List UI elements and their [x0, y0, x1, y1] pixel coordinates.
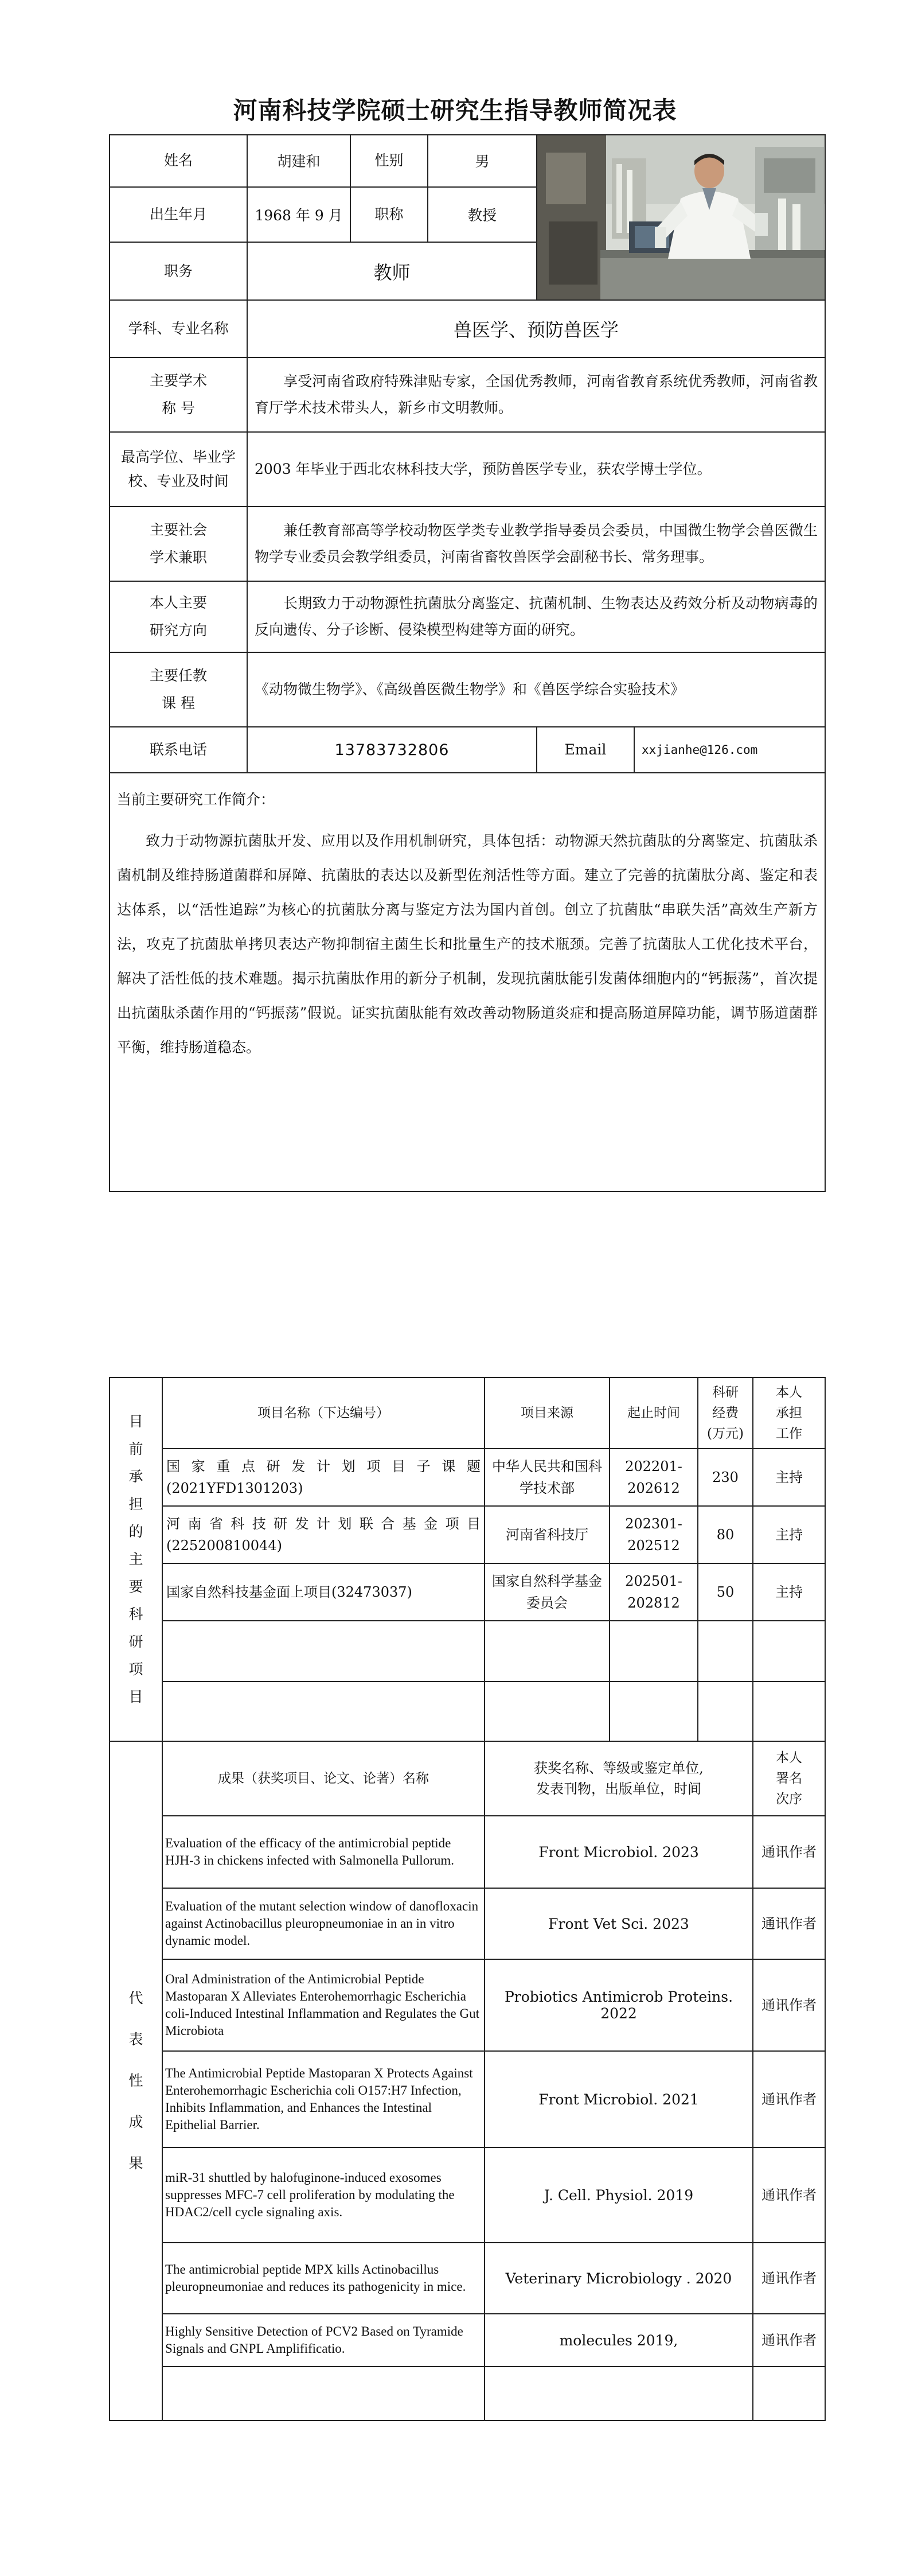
courses-label-line1: 主要任教 [149, 667, 207, 684]
project-end: 202812 [627, 1595, 680, 1611]
title-value: 教授 [428, 187, 537, 243]
honors-label [110, 357, 247, 432]
research-summary [110, 773, 825, 1192]
social-value: 兼任教育部高等学校动物医学类专业教学指导委员会委员，中国微生物学会兽医微生物学专业委员会教学组委员，河南省畜牧兽医学会副秘书长、常务理事。 [247, 507, 825, 581]
achievements-label-char: 果 [128, 2155, 143, 2172]
achievement-title: The antimicrobial peptide MPX kills Actinobacillus pleuropneumoniae and reduces its pathogenicity in mice. [162, 2243, 485, 2314]
title-label: 职称 [350, 187, 428, 243]
birth-label: 出生年月 [110, 187, 247, 243]
achievement-row [110, 2051, 825, 2147]
achievements-label-char: 成 [128, 2114, 143, 2130]
project-role-header [753, 1378, 825, 1449]
project-period [610, 1449, 698, 1506]
projects-label-char: 科 [128, 1606, 143, 1622]
achievement-row [110, 2147, 825, 2243]
project-row [110, 1506, 825, 1563]
achievement-rank: 通讯作者 [753, 1959, 825, 2051]
discipline-label: 学科、专业名称 [110, 300, 247, 357]
summary-heading: 当前主要研究工作简介： [117, 791, 275, 808]
gender-label: 性别 [350, 135, 428, 187]
social-label [110, 507, 247, 581]
funding-header-line1: 科研 [712, 1385, 739, 1400]
achievement-rank: 通讯作者 [753, 2147, 825, 2243]
projects-label-char: 研 [128, 1633, 143, 1650]
rank-header-line3: 次序 [776, 1792, 802, 1807]
research-label-line2: 研究方向 [149, 622, 207, 639]
role-header-line1: 本人 [776, 1385, 802, 1400]
project-period [610, 1563, 698, 1621]
duty-value: 教师 [247, 242, 537, 300]
lab-photo-image [537, 135, 825, 299]
project-source-header: 项目来源 [485, 1378, 610, 1449]
project-funding: 230 [698, 1449, 753, 1506]
project-start: 202201- [625, 1458, 682, 1474]
achievement-row [110, 2243, 825, 2314]
summary-body: 致力于动物源抗菌肽开发、应用以及作用机制研究，具体包括：动物源天然抗菌肽的分离鉴定、抗菌肽杀菌机制及维持肠道菌群和屏障、抗菌肽的表达以及新型佐剂活性等方面。建立了完善的抗菌肽分离、鉴定和表达体系，以“活性追踪”为核心的抗菌肽分离与鉴定方法为国内首创。创立了抗菌肽“串联失活”高效生产新方法，攻克了抗菌肽单拷贝表达产物抑制宿主菌生长和批量生产的技术瓶颈。完善了抗菌肽人工优化技术平台，解决了活性低的技术难题。揭示抗菌肽作用的新分子机制，发现抗菌肽能引发菌体细胞内的“钙振荡”，首次提出抗菌肽杀菌作用的“钙振荡”假说。证实抗菌肽能有效改善动物肠道炎症和提高肠道屏障功能，调节肠道菌群平衡，维持肠道稳态。 [117, 832, 818, 1056]
achievement-venue-header [485, 1741, 753, 1816]
project-role: 主持 [753, 1449, 825, 1506]
projects-label-char: 承 [128, 1468, 143, 1485]
venue-header-line1: 获奖名称、等级或鉴定单位, [534, 1760, 704, 1776]
project-role: 主持 [753, 1506, 825, 1563]
achievement-venue: Veterinary Microbiology . 2020 [485, 2243, 753, 2314]
project-period-header: 起止时间 [610, 1378, 698, 1449]
achievement-title: Highly Sensitive Detection of PCV2 Based on Tyramide Signals and GNPL Amplifificatio. [162, 2314, 485, 2367]
research-label [110, 581, 247, 652]
degree-label: 最高学位、毕业学校、专业及时间 [110, 432, 247, 507]
project-source: 河南省科技厅 [485, 1506, 610, 1563]
project-name: 国家重点研发计划项目子课题(2021YFD1301203) [162, 1449, 485, 1506]
project-row-empty [110, 1682, 825, 1741]
projects-label-char: 担 [128, 1496, 143, 1512]
project-start: 202301- [625, 1516, 682, 1532]
email-value: xxjianhe@126.com [634, 727, 825, 773]
achievement-row [110, 2314, 825, 2367]
honors-value: 享受河南省政府特殊津贴专家，全国优秀教师，河南省教育系统优秀教师，河南省教育厅学术技术带头人，新乡市文明教师。 [247, 357, 825, 432]
project-source: 国家自然科学基金委员会 [485, 1563, 610, 1621]
funding-header-line2: 经费 [712, 1406, 739, 1421]
profile-table [109, 134, 826, 1192]
project-row [110, 1563, 825, 1621]
achievement-row-empty [110, 2367, 825, 2421]
honors-label-line2: 称 号 [162, 400, 195, 417]
achievement-rank: 通讯作者 [753, 2314, 825, 2367]
project-end: 202612 [627, 1480, 680, 1496]
project-start: 202501- [625, 1573, 682, 1589]
project-source: 中华人民共和国科学技术部 [485, 1449, 610, 1506]
honors-label-line1: 主要学术 [149, 372, 207, 389]
birth-value: 1968 年 9 月 [247, 187, 350, 243]
research-value: 长期致力于动物源性抗菌肽分离鉴定、抗菌机制、生物表达及药效分析及动物病毒的反向遗传、分子诊断、侵染模型构建等方面的研究。 [247, 581, 825, 652]
achievement-row [110, 1888, 825, 1959]
achievements-label-char: 性 [128, 2072, 143, 2089]
achievement-title: Oral Administration of the Antimicrobial Peptide Mastoparan X Alleviates Enterohemorrhagic Escherichia coli-Induced Intestinal Inflammation and Regulates the Gut Microbiota [162, 1959, 485, 2051]
rank-header-line1: 本人 [776, 1750, 802, 1765]
email-label: Email [537, 727, 634, 773]
projects-label-char: 项 [128, 1661, 143, 1678]
profile-photo [537, 135, 825, 300]
achievement-rank-header [753, 1741, 825, 1816]
rank-header-line2: 署名 [776, 1771, 802, 1786]
achievements-label-char: 代 [128, 1990, 143, 2006]
achievement-venue: J. Cell. Physiol. 2019 [485, 2147, 753, 2243]
project-period [610, 1506, 698, 1563]
achievement-rank: 通讯作者 [753, 2243, 825, 2314]
projects-section-label [110, 1378, 162, 1741]
research-label-line1: 本人主要 [149, 594, 207, 611]
achievement-rank: 通讯作者 [753, 1888, 825, 1959]
social-label-line2: 学术兼职 [149, 549, 207, 566]
name-label: 姓名 [110, 135, 247, 187]
achievements-label-char: 表 [128, 2031, 143, 2048]
courses-label-line2: 课 程 [162, 695, 195, 711]
projects-achievements-table [109, 1377, 826, 2421]
achievement-venue: Front Microbiol. 2023 [485, 1816, 753, 1888]
funding-header-line3: (万元) [707, 1426, 744, 1441]
projects-label-char: 目 [128, 1688, 143, 1705]
project-name: 国家自然科技基金面上项目(32473037) [162, 1563, 485, 1621]
achievement-title: Evaluation of the efficacy of the antimicrobial peptide HJH-3 in chickens infected with Salmonella Pullorum. [162, 1816, 485, 1888]
social-label-line1: 主要社会 [149, 522, 207, 538]
project-row-empty [110, 1621, 825, 1682]
achievement-rank: 通讯作者 [753, 2051, 825, 2147]
project-name-header: 项目名称（下达编号） [162, 1378, 485, 1449]
achievement-venue: Front Vet Sci. 2023 [485, 1888, 753, 1959]
achievement-title: The Antimicrobial Peptide Mastoparan X Protects Against Enterohemorrhagic Escherichia coli O157:H7 Infection, Inhibits Inflammation, and Enhances the Intestinal Epithelial Barrier. [162, 2051, 485, 2147]
projects-label-char: 的 [128, 1523, 143, 1540]
courses-value: 《动物微生物学》、《高级兽医微生物学》和《兽医学综合实验技术》 [247, 652, 825, 727]
achievement-rank: 通讯作者 [753, 1816, 825, 1888]
achievement-venue: molecules 2019, [485, 2314, 753, 2367]
project-row [110, 1449, 825, 1506]
achievement-title: Evaluation of the mutant selection window of danofloxacin against Actinobacillus pleuropneumoniae in an in vitro dynamic model. [162, 1888, 485, 1959]
role-header-line3: 工作 [776, 1426, 802, 1441]
achievement-row [110, 1816, 825, 1888]
project-funding-header [698, 1378, 753, 1449]
project-role: 主持 [753, 1563, 825, 1621]
achievement-venue: Probiotics Antimicrob Proteins. 2022 [485, 1959, 753, 2051]
venue-header-line2: 发表刊物，出版单位，时间 [536, 1781, 701, 1797]
achievement-name-header: 成果（获奖项目、论文、论著）名称 [162, 1741, 485, 1816]
courses-label [110, 652, 247, 727]
name-value: 胡建和 [247, 135, 350, 187]
discipline-value: 兽医学、预防兽医学 [247, 300, 825, 357]
project-funding: 50 [698, 1563, 753, 1621]
role-header-line2: 承担 [776, 1406, 802, 1421]
achievements-section-label [110, 1741, 162, 2421]
page-title: 河南科技学院硕士研究生指导教师简况表 [233, 96, 677, 124]
phone-value: 13783732806 [247, 727, 537, 773]
gender-value: 男 [428, 135, 537, 187]
phone-label: 联系电话 [110, 727, 247, 773]
project-name: 河南省科技研发计划联合基金项目(225200810044) [162, 1506, 485, 1563]
achievement-venue: Front Microbiol. 2021 [485, 2051, 753, 2147]
project-funding: 80 [698, 1506, 753, 1563]
achievement-row [110, 1959, 825, 2051]
duty-label: 职务 [110, 242, 247, 300]
projects-label-char: 前 [128, 1441, 143, 1457]
project-end: 202512 [627, 1538, 680, 1554]
projects-label-char: 目 [128, 1413, 143, 1430]
projects-label-char: 要 [128, 1578, 143, 1595]
projects-label-char: 主 [128, 1551, 143, 1567]
degree-value: 2003 年毕业于西北农林科技大学，预防兽医学专业，获农学博士学位。 [247, 432, 825, 507]
achievement-title: miR-31 shuttled by halofuginone-induced exosomes suppresses MFC-7 cell proliferation by modulating the HDAC2/cell cycle signaling axis. [162, 2147, 485, 2243]
